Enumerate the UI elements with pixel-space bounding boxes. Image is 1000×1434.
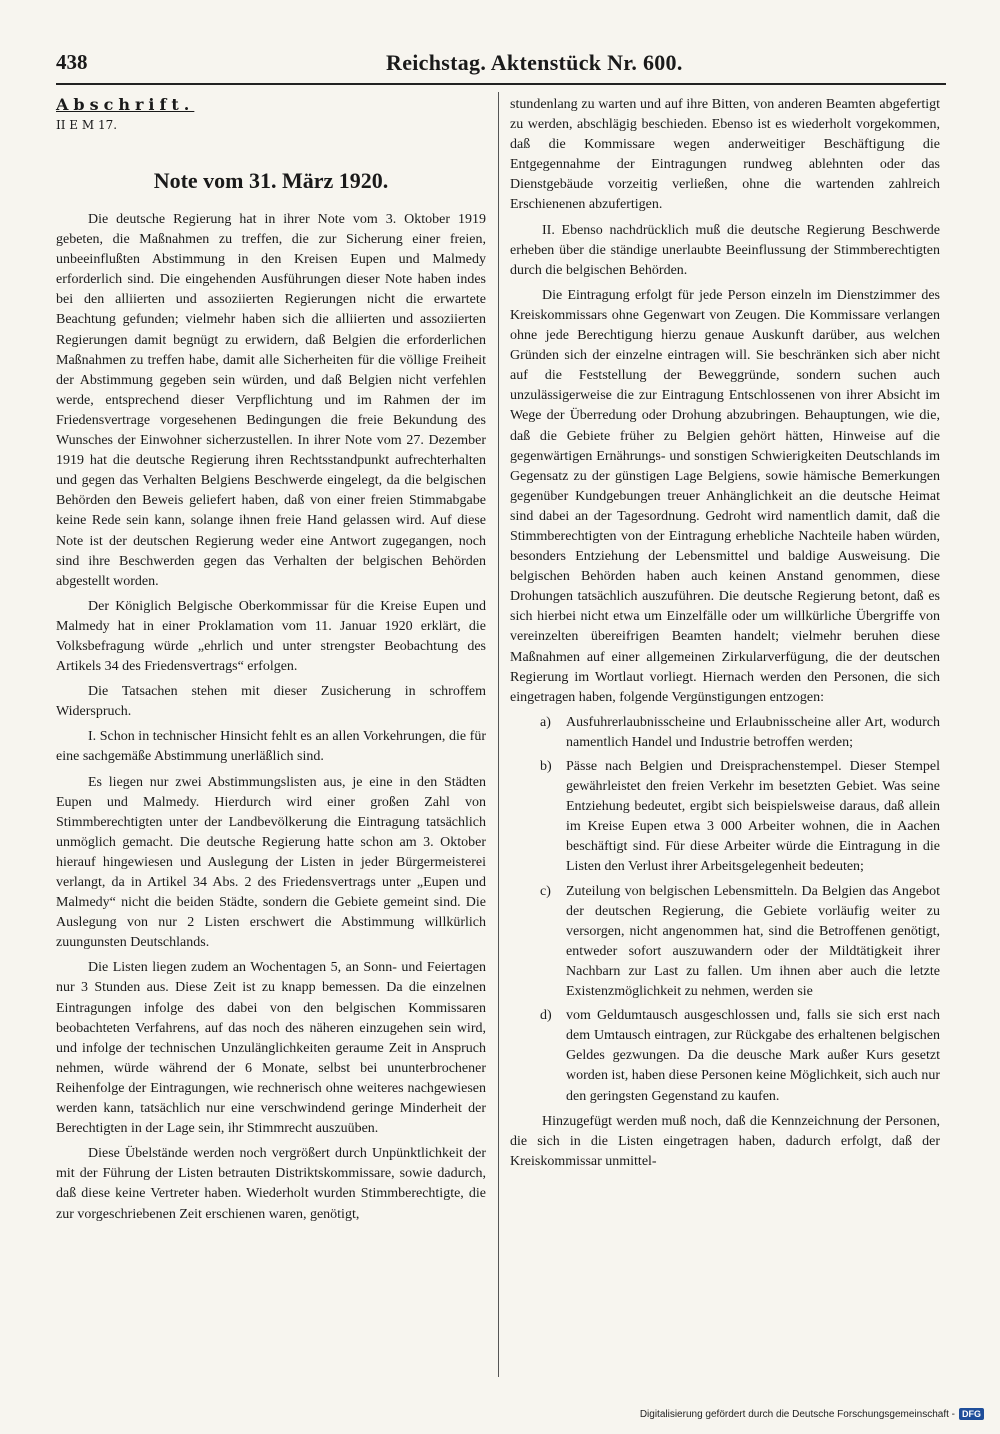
list-item (510, 1006, 940, 1106)
running-title: Reichstag. Aktenstück Nr. 600. (386, 50, 683, 75)
paragraph: Die Tatsachen stehen mit dieser Zusicherung in schroffem Widerspruch. (56, 684, 486, 720)
list-text: Zuteilung von belgischen Lebensmitteln. Da Belgien das Angebot der deutschen Regierung, die Gebiete vorläufig weiter zu versorgen, nicht angenommen hat, sind die Betroffenen genötigt, entweder sofort auszuwandern oder der Mildtätigkeit ihrer Nachbarn zur Last zu fallen. Um ihnen aber auch die letzte Existenzmöglichkeit zu nehmen, werden sie (566, 883, 940, 1000)
list-label: b) (540, 759, 552, 774)
footer-credit (640, 1408, 984, 1420)
list-item (510, 757, 940, 878)
dfg-logo-icon: DFG (959, 1408, 984, 1420)
paragraph: I. Schon in technischer Hinsicht fehlt es an allen Vorkehrungen, die für eine sachgemäße Abstimmung unerläßlich sind. (56, 729, 486, 765)
paragraph: Die deutsche Regierung hat in ihrer Note vom 3. Oktober 1919 gebeten, die Maßnahmen zu treffen, die zur Sicherung einer freien, unbeeinflußten Abstimmung in den Kreisen Eupen und Malmedy erforderlich sind. Die eingehenden Ausführungen dieser Note haben indes bei den alliierten und assoziierten Regierungen nicht die erwartete Beachtung gefunden; vielmehr haben sich die alliierten und assoziierten Regierungen damit begnügt zu erwidern, daß Belgien die erforderlichen Maßnahmen zu treffen habe, damit alle Sicherheiten für die völlige Freiheit der Abstimmung gegeben sein würden, und daß Belgien nicht verfehlen werde, entsprechend dieser Verpflichtung und im Rahmen der im Friedensvertrage vorgesehenen Bedingungen die freie Bekundung des Wunsches der Einwohner sicherzustellen. In ihrer Note vom 27. Dezember 1919 hat die deutsche Regierung ihren Rechtsstandpunkt aufrechterhalten und gegen das Verhalten Belgiens Beschwerde eingelegt, da die belgischen Behörden den Beweis geliefert haben, daß von einer freien Stimmabgabe keine Rede sein kann, solange ihnen freie Hand gelassen wird. Auf diese Note ist der deutschen Regierung weder eine Antwort zugegangen, noch sind ihre Beschwerden gegen das Verhalten der belgischen Behörden abgestellt worden. (56, 212, 486, 589)
page-header (56, 50, 946, 82)
column-divider (498, 92, 499, 1377)
footer-text: Digitalisierung gefördert durch die Deutsche Forschungsgemeinschaft - (639, 1408, 955, 1420)
list-text: Pässe nach Belgien und Dreisprachenstempel. Dieser Stempel gewährleistet den freien Verkehr im besetzten Gebiet. Was seine Entziehung bedeutet, ergibt sich beispielsweise daraus, daß allein im Kreise Eupen etwa 3 000 Arbeiter wohnen, die in Aachen beschäftigt sind. Für diese Arbeiter würde die Eintragung in die Listen den Verlust ihrer Arbeitsgelegenheit bedeuten; (566, 759, 940, 875)
list-item (510, 713, 940, 753)
list-label: a) (540, 714, 551, 730)
page-number: 438 (56, 50, 88, 74)
paragraph: II. Ebenso nachdrücklich muß die deutsche Regierung Beschwerde erheben über die ständige unerlaubte Beeinflussung der Stimmberechtigten durch die belgischen Behörden. (510, 222, 940, 278)
left-column (56, 95, 486, 1230)
paragraph: Die Eintragung erfolgt für jede Person einzeln im Dienstzimmer des Kreiskommissars ohne Gegenwart von Zeugen. Die Kommissare verlangen ohne jede Berechtigung hierzu genaue Auskunft darüber, aus welchen Gründen sich der einzelne eintragen will. Sie beschränken sich aber nicht auf die Feststellung der Beweggründe, sondern suchen auch unzulässigerweise die zur Eintragung Entschlossenen von ihrer Absicht im Wege der Überredung oder Drohung abzubringen. Behauptungen, wie die, daß die Gebiete früher zu Belgien gehört hätten, Hinweise auf die gegenwärtigen Ernährungs- und sonstigen Schwierigkeiten Deutschlands im Gegensatz zu der günstigen Lage Belgiens, sowie hämische Bemerkungen gegenüber Kundgebungen treuer Anhänglichkeit an die deutsche Heimat sind dabei an der Tagesordnung. Gedroht wird namentlich damit, daß die Stimmberechtigten von der Eintragung erhebliche Nachteile haben würden, besonders Entziehung der Lebensmittel und baldige Ausweisung. Die belgischen Behörden haben auch keinen Anstand genommen, diese Drohungen tatsächlich auszuführen. Die deutsche Regierung betont, daß es sich hierbei nicht etwa um Einzelfälle oder um willkürliche Übergriffe von vereinzelten übereifrigen Beamten handelt; vielmehr beruhen diese Maßnahmen auf einer allgemeinen Zirkularverfügung, die der deutschen Regierung im Wortlaut vorliegt. Hiernach werden den Personen, die sich eingetragen haben, folgende Vergünstigungen entzogen: (510, 287, 940, 705)
right-column (510, 95, 940, 1177)
measures-list (510, 713, 940, 1107)
paragraph: Hinzugefügt werden muß noch, daß die Kennzeichnung der Personen, die sich in die Listen eingetragen haben, dadurch erfolgt, daß der Kreiskommissar unmittel- (510, 1113, 940, 1169)
paragraph: Die Listen liegen zudem an Wochentagen 5, an Sonn- und Feiertagen nur 3 Stunden aus. Diese Zeit ist zu knapp bemessen. Da die einzelnen Eintragungen infolge des dabei von den belgischen Kommissaren beobachteten Verfahrens, auf das noch des näheren einzugehen sein wird, und infolge der technischen Unzulänglichkeiten geraume Zeit in Anspruch nehmen, würde während der 6 Monate, selbst bei ununterbrochener Reihenfolge der Eintragungen, wie rechnerisch ohne weiteres nachgewiesen werden kann, tatsächlich nur eine verschwindend geringe Minderheit der Berechtigten in der Lage sein, ihr Stimmrecht auszuüben. (56, 960, 486, 1137)
list-text: Ausfuhrerlaubnisscheine und Erlaubnisscheine aller Art, wodurch namentlich Handel und Industrie betroffen werden; (566, 714, 940, 750)
list-label: c) (540, 883, 551, 899)
paragraph: Diese Übelstände werden noch vergrößert durch Unpünktlichkeit der mit der Führung der Listen betrauten Distriktskommissare, sowie dadurch, daß diese keine Vertreter haben. Wiederholt wurden Stimmberechtigte, die zur vorgeschriebenen Zeit erschienen waren, genötigt, (56, 1146, 486, 1222)
paragraph: Der Königlich Belgische Oberkommissar für die Kreise Eupen und Malmedy hat in einer Proklamation vom 11. Januar 1920 erklärt, die Volksbefragung würde „ehrlich und unter strengster Beobachtung des Artikels 34 des Friedensvertrags“ erfolgen. (56, 598, 486, 675)
paragraph: Es liegen nur zwei Abstimmungslisten aus, je eine in den Städten Eupen und Malmedy. Hierdurch wird einer großen Zahl von Stimmberechtigten unter der Landbevölkerung die Eintragung tatsächlich unmöglich gemacht. Die deutsche Regierung hatte schon am 3. Oktober hierauf hingewiesen und Auslegung der Listen in jeder Bürgermeisterei verlangt, da in Artikel 34 Abs. 2 des Friedensvertrags unter „Eupen und Malmedy“ nicht die beiden Städte, sondern die Gebiete gemeint sind. Die Auslegung von nur 2 Listen erschwert die Abstimmung willkürlich zuungunsten Deutschlands. (56, 774, 486, 951)
list-label: d) (540, 1008, 552, 1024)
list-item (510, 882, 940, 1003)
document-title: Note vom 31. März 1920. (153, 168, 389, 193)
list-text: vom Geldumtausch ausgeschlossen und, falls sie sich erst nach dem Umtausch eintragen, zur Rückgabe des erhaltenen belgischen Geldes gezwungen. Da die deusche Mark außer Kurs gesetzt worden ist, haben diese Personen keine Möglichkeit, sich auch nur den geringsten Gegenstand zu kaufen. (566, 1008, 940, 1104)
reference-code: II E M 17. (56, 118, 118, 132)
header-rule (56, 83, 946, 85)
paragraph-continued: stundenlang zu warten und auf ihre Bitten, von anderen Beamten abgefertigt zu werden, abschlägig beschieden. Ebenso ist es wiederholt vorgekommen, daß die Kommissare wegen anderweitiger Beschäftigung die Entgegennahme der Eintragungen rundweg ablehnten oder das Dienstgebäude vorzeitig verließen, ohne die wartenden zahlreich Erschienenen abzufertigen. (510, 97, 940, 213)
abschrift-label: Abschrift. (56, 95, 195, 114)
